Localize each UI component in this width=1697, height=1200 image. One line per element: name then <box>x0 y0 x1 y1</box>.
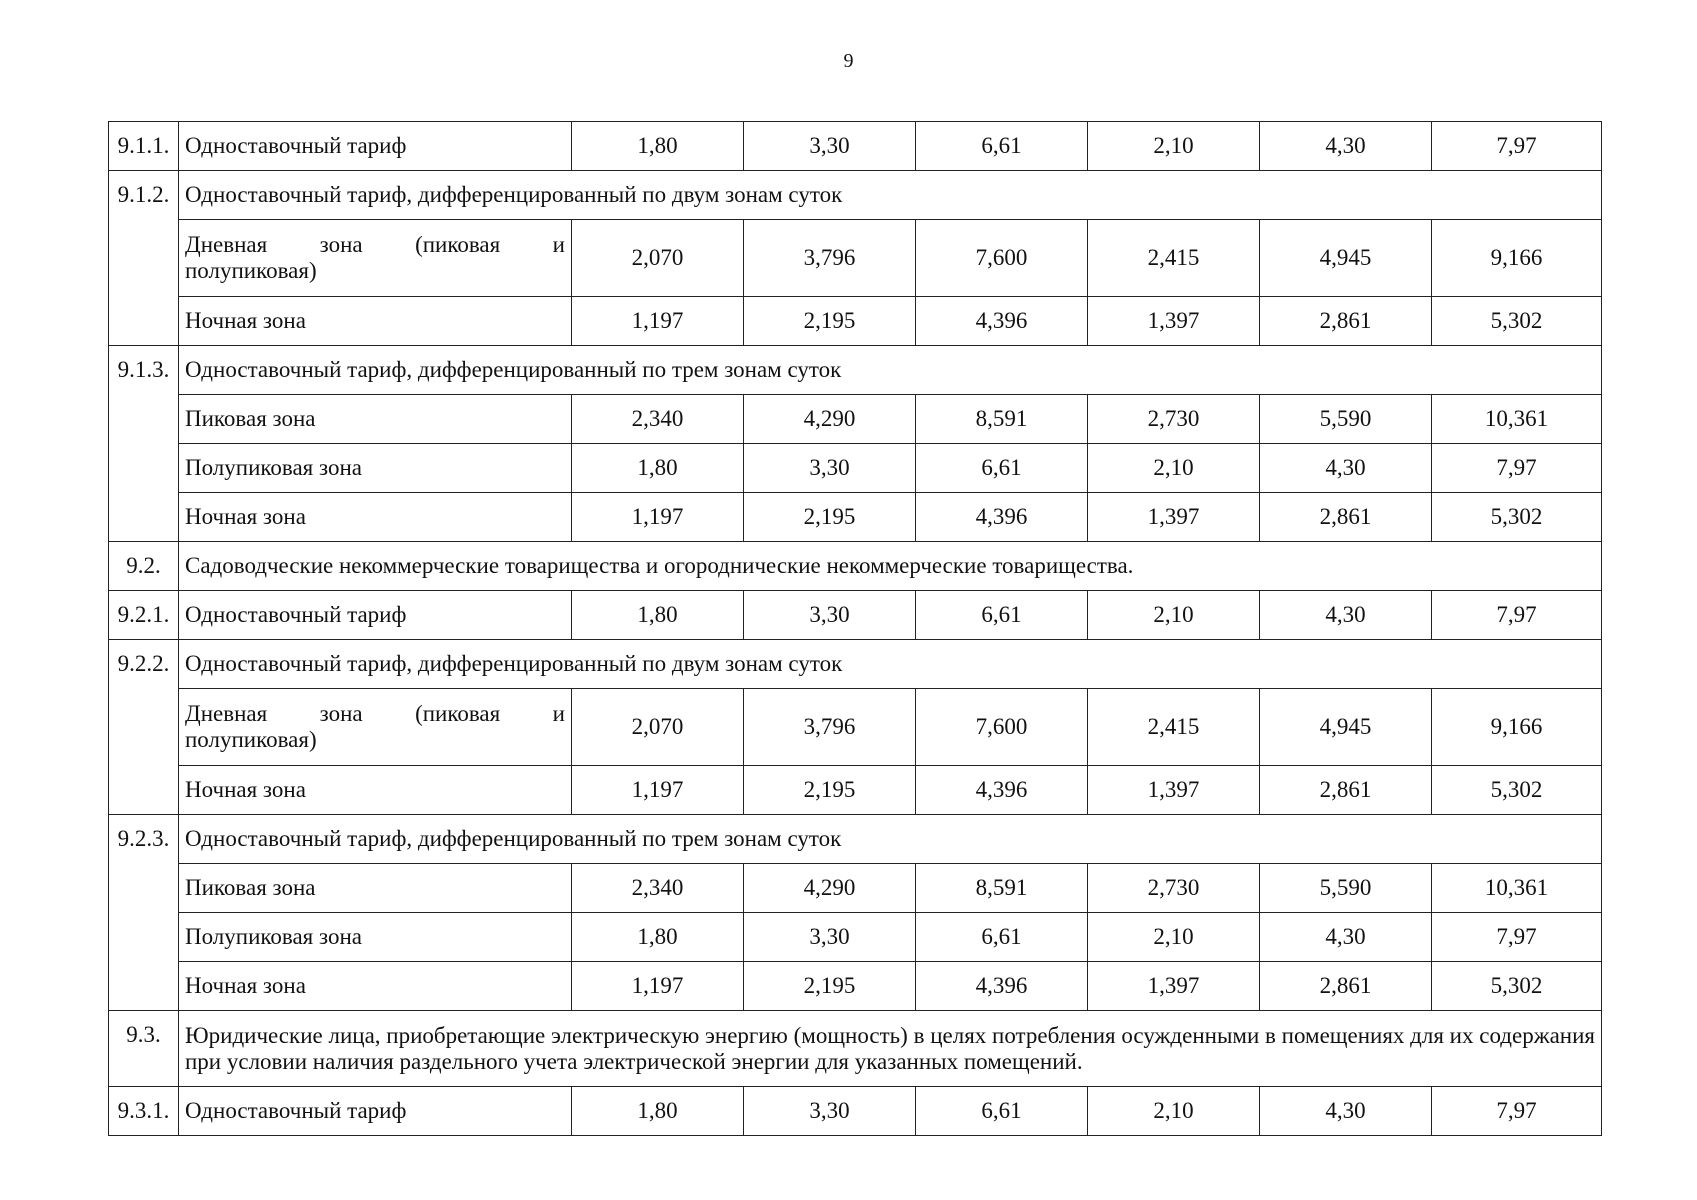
row-label: Одноставочный тариф <box>179 1087 572 1136</box>
value-cell: 10,361 <box>1432 864 1602 913</box>
value-cell: 3,30 <box>744 444 916 493</box>
row-label: Пиковая зона <box>179 864 572 913</box>
value-cell: 2,861 <box>1260 297 1432 346</box>
row-label: Ночная зона <box>179 297 572 346</box>
value-cell: 3,30 <box>744 591 916 640</box>
value-cell: 1,197 <box>572 766 744 815</box>
value-cell: 2,10 <box>1088 122 1260 171</box>
value-cell: 1,80 <box>572 591 744 640</box>
value-cell: 3,30 <box>744 913 916 962</box>
value-cell: 5,302 <box>1432 297 1602 346</box>
row-heading: Одноставочный тариф, дифференцированный по двум зонам суток <box>179 640 1602 689</box>
row-label: Пиковая зона <box>179 395 572 444</box>
table-row <box>109 1011 1602 1087</box>
row-label: Ночная зона <box>179 962 572 1011</box>
row-code: 9.1.1. <box>109 122 179 171</box>
value-cell: 5,590 <box>1260 395 1432 444</box>
table-row <box>109 591 1602 640</box>
value-cell: 3,796 <box>744 220 916 297</box>
value-cell: 2,195 <box>744 766 916 815</box>
row-label: Ночная зона <box>179 493 572 542</box>
value-cell: 1,397 <box>1088 297 1260 346</box>
value-cell: 3,30 <box>744 1087 916 1136</box>
value-cell: 2,415 <box>1088 689 1260 766</box>
row-heading: Одноставочный тариф, дифференцированный по трем зонам суток <box>179 346 1602 395</box>
table-row <box>109 493 1602 542</box>
value-cell: 5,302 <box>1432 766 1602 815</box>
value-cell: 2,340 <box>572 864 744 913</box>
value-cell: 6,61 <box>916 444 1088 493</box>
row-label <box>179 220 572 297</box>
value-cell: 7,97 <box>1432 591 1602 640</box>
value-cell: 4,396 <box>916 962 1088 1011</box>
value-cell: 2,195 <box>744 493 916 542</box>
row-heading: Одноставочный тариф, дифференцированный по трем зонам суток <box>179 815 1602 864</box>
row-code: 9.2.3. <box>109 815 179 1011</box>
value-cell: 4,396 <box>916 766 1088 815</box>
value-cell: 7,97 <box>1432 122 1602 171</box>
row-code: 9.2.1. <box>109 591 179 640</box>
value-cell: 2,10 <box>1088 591 1260 640</box>
value-cell: 2,10 <box>1088 913 1260 962</box>
row-label-line-1: Дневная зона (пиковая и <box>185 232 565 257</box>
value-cell: 4,945 <box>1260 220 1432 297</box>
value-cell: 6,61 <box>916 122 1088 171</box>
value-cell: 3,796 <box>744 689 916 766</box>
value-cell: 6,61 <box>916 1087 1088 1136</box>
row-label: Полупиковая зона <box>179 913 572 962</box>
table-row <box>109 122 1602 171</box>
value-cell: 1,80 <box>572 1087 744 1136</box>
table-row <box>109 346 1602 395</box>
value-cell: 5,302 <box>1432 962 1602 1011</box>
value-cell: 7,600 <box>916 689 1088 766</box>
value-cell: 4,396 <box>916 493 1088 542</box>
table-row <box>109 689 1602 766</box>
value-cell: 2,195 <box>744 962 916 1011</box>
page-number: 9 <box>843 50 854 72</box>
value-cell: 5,302 <box>1432 493 1602 542</box>
value-cell: 7,97 <box>1432 913 1602 962</box>
table-row <box>109 962 1602 1011</box>
value-cell: 2,10 <box>1088 444 1260 493</box>
value-cell: 2,070 <box>572 220 744 297</box>
value-cell: 2,195 <box>744 297 916 346</box>
row-label: Одноставочный тариф <box>179 591 572 640</box>
value-cell: 4,30 <box>1260 913 1432 962</box>
table-row <box>109 444 1602 493</box>
table-row <box>109 297 1602 346</box>
value-cell: 2,070 <box>572 689 744 766</box>
table-row <box>109 395 1602 444</box>
value-cell: 8,591 <box>916 395 1088 444</box>
value-cell: 1,397 <box>1088 766 1260 815</box>
value-cell: 2,10 <box>1088 1087 1260 1136</box>
value-cell: 1,80 <box>572 444 744 493</box>
value-cell: 10,361 <box>1432 395 1602 444</box>
section-heading: Юридические лица, приобретающие электрическую энергию (мощность) в целях потребления осужденными в помещениях для их содержания при условии наличия раздельного учета электрической энергии для указанных помещений. <box>179 1011 1602 1087</box>
row-code: 9.3. <box>109 1011 179 1087</box>
table-row <box>109 640 1602 689</box>
table-row <box>109 542 1602 591</box>
table-row <box>109 1087 1602 1136</box>
value-cell: 4,30 <box>1260 122 1432 171</box>
value-cell: 4,290 <box>744 864 916 913</box>
table-row <box>109 220 1602 297</box>
value-cell: 2,340 <box>572 395 744 444</box>
value-cell: 2,861 <box>1260 962 1432 1011</box>
value-cell: 7,97 <box>1432 444 1602 493</box>
table-row <box>109 913 1602 962</box>
value-cell: 8,591 <box>916 864 1088 913</box>
row-label: Ночная зона <box>179 766 572 815</box>
value-cell: 9,166 <box>1432 220 1602 297</box>
value-cell: 1,80 <box>572 913 744 962</box>
value-cell: 4,290 <box>744 395 916 444</box>
tariff-table <box>108 121 1602 1136</box>
section-heading: Садоводческие некоммерческие товарищества и огороднические некоммерческие товарищества. <box>179 542 1602 591</box>
value-cell: 3,30 <box>744 122 916 171</box>
value-cell: 6,61 <box>916 591 1088 640</box>
value-cell: 9,166 <box>1432 689 1602 766</box>
value-cell: 6,61 <box>916 913 1088 962</box>
row-label-line-2: полупиковая) <box>185 727 317 752</box>
value-cell: 1,80 <box>572 122 744 171</box>
value-cell: 1,397 <box>1088 493 1260 542</box>
value-cell: 1,197 <box>572 297 744 346</box>
value-cell: 1,397 <box>1088 962 1260 1011</box>
value-cell: 2,861 <box>1260 766 1432 815</box>
value-cell: 5,590 <box>1260 864 1432 913</box>
value-cell: 7,600 <box>916 220 1088 297</box>
value-cell: 2,415 <box>1088 220 1260 297</box>
value-cell: 4,30 <box>1260 1087 1432 1136</box>
row-heading: Одноставочный тариф, дифференцированный по двум зонам суток <box>179 171 1602 220</box>
table-row <box>109 766 1602 815</box>
row-code: 9.2. <box>109 542 179 591</box>
value-cell: 4,30 <box>1260 444 1432 493</box>
row-label-line-1: Дневная зона (пиковая и <box>185 701 565 726</box>
value-cell: 4,396 <box>916 297 1088 346</box>
value-cell: 7,97 <box>1432 1087 1602 1136</box>
row-label <box>179 689 572 766</box>
value-cell: 2,730 <box>1088 864 1260 913</box>
value-cell: 4,945 <box>1260 689 1432 766</box>
value-cell: 4,30 <box>1260 591 1432 640</box>
row-code: 9.3.1. <box>109 1087 179 1136</box>
value-cell: 2,730 <box>1088 395 1260 444</box>
value-cell: 1,197 <box>572 493 744 542</box>
table-row <box>109 171 1602 220</box>
row-code: 9.1.3. <box>109 346 179 542</box>
row-label: Полупиковая зона <box>179 444 572 493</box>
table-row <box>109 815 1602 864</box>
row-code: 9.2.2. <box>109 640 179 815</box>
table-row <box>109 864 1602 913</box>
row-code: 9.1.2. <box>109 171 179 346</box>
row-label: Одноставочный тариф <box>179 122 572 171</box>
row-label-line-2: полупиковая) <box>185 258 317 283</box>
value-cell: 1,197 <box>572 962 744 1011</box>
value-cell: 2,861 <box>1260 493 1432 542</box>
